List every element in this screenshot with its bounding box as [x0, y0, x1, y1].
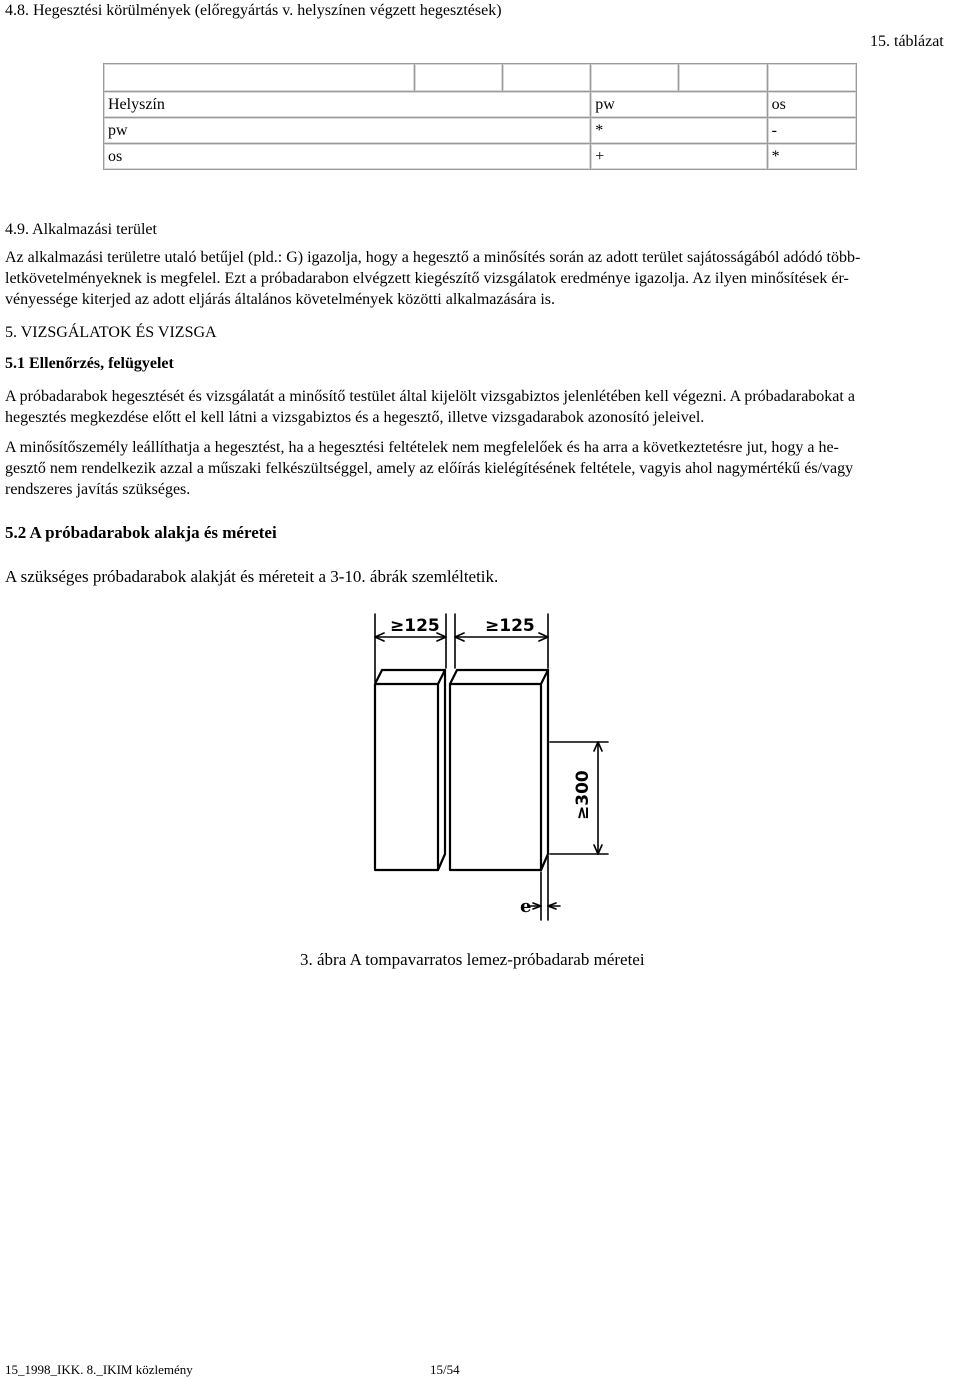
dimension-lines: [375, 633, 602, 909]
table-row: [104, 144, 857, 170]
section-5-2-text: A szükséges próbadarabok alakját és méreteit a 3-10. ábrák szemléltetik.: [5, 567, 499, 586]
footer-page-number: 15/54: [430, 1362, 460, 1377]
dim-right-label: ≥125: [485, 616, 535, 636]
dim-left-label: ≥125: [390, 616, 440, 636]
extension-lines: [375, 614, 608, 920]
table-cell: +: [591, 144, 767, 170]
paragraph-line: hegesztés megkezdése előtt el kell látni a vizsgabiztos és a hegesztő, illetve vizsgadarabok azonosító jeleivel.: [5, 409, 705, 426]
table-header-row: [104, 92, 857, 118]
table-header-cell: os: [767, 92, 856, 118]
table-header-cell: pw: [591, 92, 767, 118]
table-label: 15. táblázat: [870, 33, 944, 50]
right-plate: [450, 670, 548, 870]
paragraph-line: Az alkalmazási területre utaló betűjel (pld.: G) igazolja, hogy a hegesztő a minősítés során az adott terület sajátosságából adódó több-: [5, 249, 861, 266]
section-heading-4-9: 4.9. Alkalmazási terület: [5, 221, 157, 238]
paragraph-line: A próbadarabok hegesztését és vizsgálatát a minősítő testület által kijelölt vizsgabiztos jelenlétében kell végezni. A próbadarabokat a: [5, 388, 855, 405]
table-cell: *: [767, 144, 856, 170]
table-empty-row: [104, 64, 857, 92]
table-cell: os: [104, 144, 591, 170]
section-heading-4-8: 4.8. Hegesztési körülmények (előregyártás v. helyszínen végzett hegesztések): [5, 2, 502, 19]
section-5-1-paragraph-2: [5, 437, 955, 500]
section-heading-5-1: 5.1 Ellenőrzés, felügyelet: [5, 355, 174, 372]
table-cell: *: [591, 118, 767, 144]
welding-conditions-table: [103, 63, 857, 170]
table-cell: -: [767, 118, 856, 144]
paragraph-line: A minősítőszemély leállíthatja a hegesztést, ha a hegesztési feltételek nem megfelelőek és ha arra a következtetésre jut, hogy a he-: [5, 439, 839, 456]
dim-e-label: e: [520, 896, 532, 917]
section-heading-5-2: 5.2 A próbadarabok alakja és méretei: [5, 523, 277, 542]
paragraph-line: letkövetelményeknek is megfelel. Ezt a próbadarabon elvégzett kiegészítő vizsgálatok eredménye igazolja. Az ilyen minősítések ér-: [5, 270, 849, 287]
figure-caption: 3. ábra A tompavarratos lemez-próbadarab méretei: [300, 950, 645, 969]
section-heading-5: 5. VIZSGÁLATOK ÉS VIZSGA: [5, 324, 217, 341]
footer-document-id: 15_1998_IKK. 8._IKIM közlemény: [5, 1362, 193, 1377]
table-cell: pw: [104, 118, 591, 144]
dim-height-label: ≥300: [573, 770, 593, 820]
paragraph-line: vényessége kiterjed az adott eljárás általános követelmények közötti alkalmazására is.: [5, 291, 555, 308]
table-header-cell: Helyszín: [104, 92, 591, 118]
section-5-1-paragraph-1: [5, 386, 955, 428]
paragraph-line: gesztő nem rendelkezik azzal a műszaki felkészültséggel, amely az előírás kielégítésének feltétele, vagyis ahol nagymértékű és/vagy: [5, 460, 854, 477]
table-row: [104, 118, 857, 144]
test-piece-drawing: [340, 600, 640, 930]
left-plate: [375, 670, 445, 870]
section-4-9-paragraph: [5, 247, 955, 310]
paragraph-line: rendszeres javítás szükséges.: [5, 481, 191, 498]
